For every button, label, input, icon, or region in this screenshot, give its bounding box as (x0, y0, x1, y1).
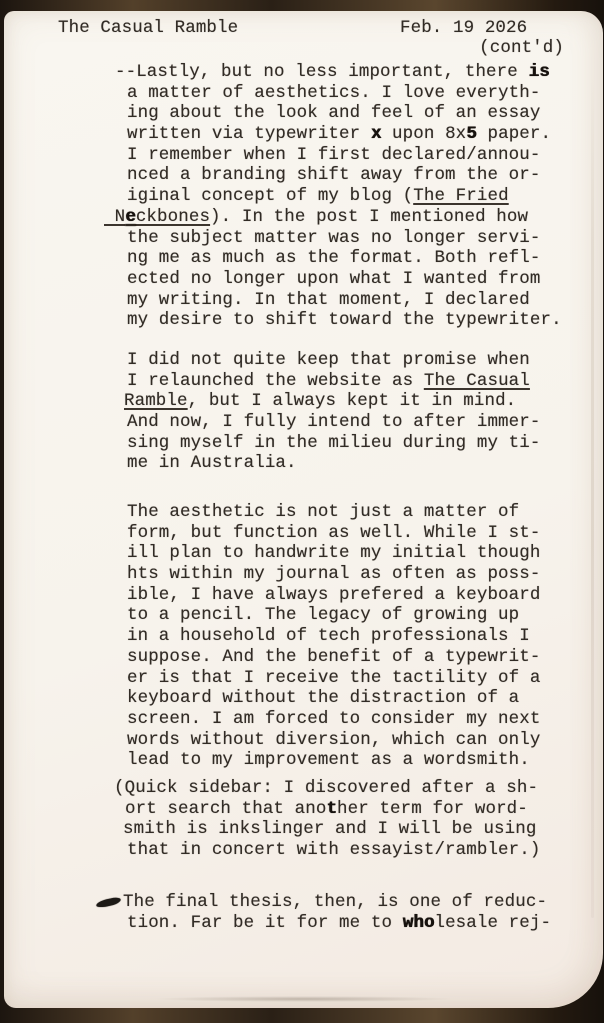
text-line (114, 778, 587, 799)
text-line (104, 207, 587, 228)
overstruck-text: is (528, 62, 550, 82)
text-segment: , but I always kept it in mind. (187, 391, 517, 412)
text-line (127, 709, 587, 730)
text-segment: ing about the look and feel of an essay (127, 103, 541, 124)
text-segment: to a pencil. The legacy of growing up (127, 605, 520, 626)
text-line (127, 433, 587, 454)
text-segment: ible, I have always prefered a keyboard (127, 584, 541, 605)
text-segment: paper. (476, 124, 552, 145)
text-segment: (Quick sidebar: I discovered after a sh- (114, 778, 539, 798)
text-line (127, 269, 587, 290)
page-date: Feb. 19 2026 (400, 18, 528, 38)
text-segment: upon 8x (381, 124, 467, 145)
underlined-text: The Casual (423, 370, 530, 391)
text-line (127, 350, 587, 371)
text-segment: ng me as much as the format. Both refl- (127, 248, 541, 269)
underlined-text: Ramble (124, 391, 188, 412)
paragraph (127, 502, 587, 771)
text-line (127, 124, 587, 145)
text-line (127, 668, 587, 689)
text-line (127, 605, 587, 626)
underlined-text: N (104, 206, 126, 227)
text-line (127, 371, 587, 392)
text-segment: that in concert with essayist/rambler.) (127, 840, 541, 861)
text-line (127, 502, 587, 523)
text-segment: keyboard without the distraction of a (127, 688, 520, 709)
text-segment: I relaunched the website as (127, 370, 424, 391)
text-line (127, 290, 587, 311)
text-line (127, 626, 587, 647)
continued-label: (cont'd) (479, 38, 564, 58)
text-segment: ill plan to handwrite my initial though (127, 543, 541, 564)
text-segment: in a household of tech professionals I (127, 626, 530, 647)
paragraph (124, 350, 587, 474)
text-line (124, 391, 587, 412)
text-segment: her term for word- (337, 798, 528, 819)
underlined-text: ckbones (135, 206, 211, 227)
text-line (127, 248, 587, 269)
text-segment: ort search that ano (125, 798, 327, 819)
text-segment: words without diversion, which can only (127, 729, 541, 750)
text-segment: tion. Far be it for me to (127, 912, 403, 933)
text-line (125, 799, 587, 820)
text-segment: my desire to shift toward the typewriter. (127, 310, 562, 331)
pen-dash-mark (96, 896, 122, 908)
text-line (127, 103, 587, 124)
text-segment: I remember when I first declared/annou- (127, 144, 541, 165)
text-segment: ). In the post I mentioned how (210, 206, 529, 227)
text-segment: sing myself in the milieu during my ti- (127, 432, 541, 453)
text-segment: the subject matter was no longer servi- (127, 227, 541, 248)
text-segment: ected no longer upon what I wanted from (127, 268, 541, 289)
page-title: The Casual Ramble (58, 18, 239, 38)
text-line (127, 647, 587, 668)
text-segment: suppose. And the benefit of a typewrit- (127, 646, 541, 667)
text-segment: smith is inkslinger and I will be using (123, 819, 537, 840)
text-line (127, 543, 587, 564)
text-line (127, 165, 587, 186)
paragraph (123, 892, 587, 933)
overstruck-text: t (326, 798, 338, 819)
text-line (127, 564, 587, 585)
underlined-text: e (125, 206, 136, 227)
text-line (127, 83, 587, 104)
overstruck-text: who (402, 912, 435, 933)
text-line (127, 585, 587, 606)
text-segment: nced a branding shift away from the or- (127, 165, 541, 186)
text-segment: I did not quite keep that promise when (127, 350, 530, 370)
text-segment: lead to my improvement as a wordsmith. (127, 750, 530, 771)
text-line (127, 310, 587, 331)
text-line (127, 523, 587, 544)
text-segment: my writing. In that moment, I declared (127, 289, 530, 310)
text-segment: screen. I am forced to consider my next (127, 708, 541, 729)
text-line (127, 412, 587, 433)
text-segment: hts within my journal as often as poss- (127, 564, 541, 585)
paragraph (104, 62, 587, 331)
overstruck-text: x (370, 124, 382, 145)
text-segment: written via typewriter (127, 124, 371, 145)
text-segment: --Lastly, but no less important, there (115, 62, 529, 82)
text-line (127, 750, 587, 771)
text-segment: And now, I fully intend to after immer- (127, 412, 541, 433)
text-line (123, 819, 587, 840)
underlined-text: The Fried (413, 186, 509, 207)
text-segment: The final thesis, then, is one of reduc- (123, 892, 548, 912)
text-line (127, 186, 587, 207)
text-line (127, 913, 587, 934)
text-line (127, 730, 587, 751)
text-line (127, 453, 587, 474)
text-segment: a matter of aesthetics. I love everyth- (127, 82, 541, 103)
text-segment: lesale rej- (434, 912, 552, 933)
text-segment: form, but function as well. While I st- (127, 522, 541, 543)
text-line (127, 145, 587, 166)
text-segment: The aesthetic is not just a matter of (127, 502, 520, 522)
text-segment: me in Australia. (127, 453, 297, 474)
overstruck-text: 5 (466, 124, 477, 145)
paragraph (114, 778, 587, 861)
text-line (115, 62, 587, 83)
text-line (127, 228, 587, 249)
text-line (123, 892, 587, 913)
text-segment: iginal concept of my blog ( (127, 186, 414, 207)
text-segment: er is that I receive the tactility of a (127, 667, 541, 688)
text-line (127, 840, 587, 861)
text-line (127, 688, 587, 709)
